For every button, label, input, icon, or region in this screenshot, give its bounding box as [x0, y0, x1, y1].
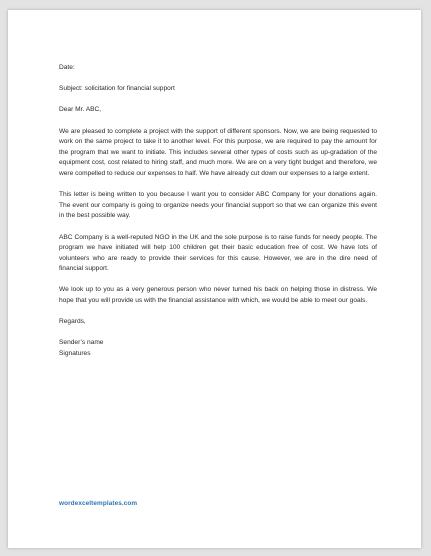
website-watermark: wordexceltemplates.com [59, 500, 138, 507]
date-line: Date: [59, 64, 75, 71]
paragraph-4: We look up to you as a very generous person who never turned his back on helping those in distress. We hope that you will provide us with the financial assistance with which, we would be able to meet our goals. [59, 286, 377, 305]
salutation: Dear Mr. ABC, [59, 106, 102, 114]
closing: Regards, [59, 318, 86, 326]
paragraph-2: This letter is being written to you because I want you to consider ABC Company for your donations again. The event our company is going to organize needs your financial support so that we can organize this event in the best possible way. [59, 191, 377, 220]
spacer [59, 222, 377, 233]
document-page [8, 10, 421, 548]
spacer [59, 307, 377, 318]
spacer [59, 95, 377, 106]
paragraph-3: ABC Company is a well-reputed NGO in the UK and the sole purpose is to raise funds for needy people. The program we have initiated will help 100 children get their basic education free of cost. We have lots of volunteers who are ready to provide their services for this cause. However, we are in the dire need of financial support. [59, 233, 377, 273]
spacer [59, 180, 377, 191]
spacer [59, 275, 377, 286]
sender-name: Sender’s name [59, 339, 104, 347]
spacer [59, 74, 377, 85]
paragraph-1: We are pleased to complete a project with the support of different sponsors. Now, we are being requested to work on the same project to take it to another level. For this purpose, we are required to pay the amount for the program that we want to initiate. This includes several other types of costs such as up-gradation of the equipment cost, cost related to hiring staff, and much more. We are on a very tight budget and therefore, we were compelled to reduce our expenses to half. We have already cut down our expenses to a large extent. [59, 127, 377, 177]
letter-body [59, 63, 377, 360]
signatures: Signatures [59, 350, 91, 358]
spacer [59, 328, 377, 339]
subject-line: Subject: solicitation for financial support [59, 85, 175, 93]
spacer [59, 116, 377, 127]
